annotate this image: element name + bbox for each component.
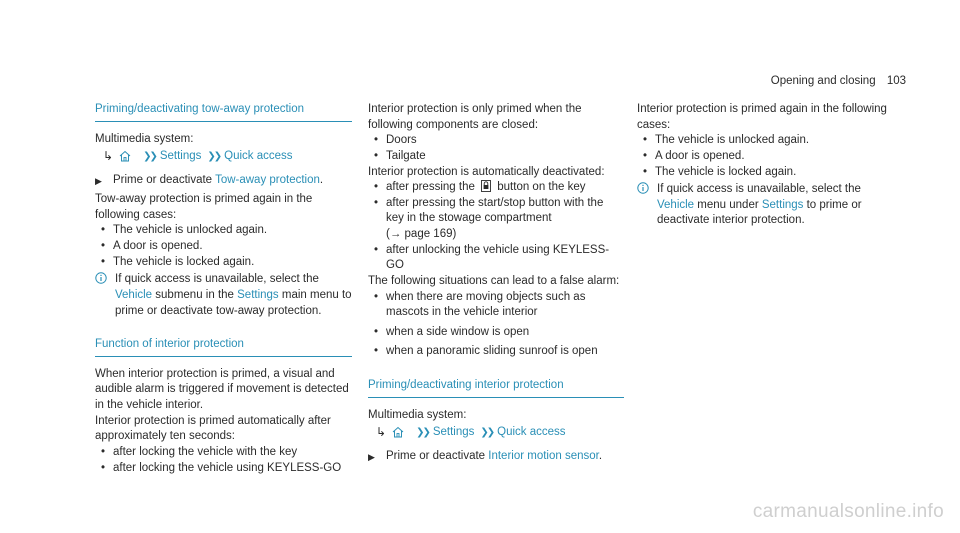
list-item: • Tailgate xyxy=(368,149,624,165)
triangle-bullet-icon: ▶ xyxy=(95,175,102,186)
list-item xyxy=(368,180,624,196)
section-title-interior-function: Function of interior protection xyxy=(95,337,352,357)
bullet-list xyxy=(368,180,624,274)
info-icon xyxy=(95,272,115,319)
menu-intro: Multimedia system: xyxy=(95,132,194,145)
bullet-list xyxy=(368,133,624,164)
list-item-text: after pressing the start/stop button with the key in the stowage compartment xyxy=(386,196,604,225)
menu-intro: Multimedia system: xyxy=(368,408,467,421)
step-text-pre: Prime or deactivate xyxy=(113,173,216,186)
paragraph: The following situations can lead to a false alarm: xyxy=(368,274,620,287)
list-item: • The vehicle is locked again. xyxy=(95,255,352,271)
note-text-a: If quick access is unavailable, select the xyxy=(115,273,319,286)
double-chevron-icon: ❯❯ xyxy=(207,150,221,162)
section-title-interior-priming: Priming/deactivating interior protection xyxy=(368,378,624,398)
list-item: • A door is opened. xyxy=(95,239,352,255)
tow-away-protection-link[interactable]: Tow-away protection xyxy=(215,173,320,186)
info-icon xyxy=(637,182,657,229)
menu-settings-link[interactable]: Settings xyxy=(159,149,202,162)
settings-menu-link[interactable]: Settings xyxy=(761,198,804,211)
list-item: • after unlocking the vehicle using KEYLESS-GO xyxy=(368,243,624,274)
double-chevron-icon: ❯❯ xyxy=(143,150,156,162)
menu-quick-access-link[interactable]: Quick access xyxy=(224,149,293,162)
triangle-bullet-icon: ▶ xyxy=(368,451,375,462)
page-reference[interactable]: (→ page 169) xyxy=(386,228,457,240)
section-title-tow-away: Priming/deactivating tow-away protection xyxy=(95,102,352,122)
chapter-title: Opening and closing xyxy=(770,75,876,87)
list-item-text-post: button on the key xyxy=(494,181,586,194)
list-item: • after locking the vehicle with the key xyxy=(95,445,352,461)
note-text xyxy=(657,182,899,229)
action-step xyxy=(368,449,624,465)
note-text-a: If quick access is unavailable, select the xyxy=(657,183,861,196)
menu-settings-link[interactable]: Settings xyxy=(432,425,475,438)
page-number: 103 xyxy=(886,75,906,87)
bullet-list xyxy=(368,290,624,361)
vehicle-menu-link[interactable]: Vehicle xyxy=(657,198,695,211)
list-item: • The vehicle is unlocked again. xyxy=(95,223,352,239)
list-item: • A door is opened. xyxy=(637,149,899,165)
paragraph: Tow-away protection is primed again in the following cases: xyxy=(95,193,313,221)
nav-arrow-icon: ↳ xyxy=(376,425,387,440)
info-note xyxy=(637,182,899,229)
note-text xyxy=(115,272,352,319)
step-text-post: . xyxy=(598,449,603,462)
list-item: • The vehicle is unlocked again. xyxy=(637,133,899,149)
list-item: • when a side window is open xyxy=(368,325,624,341)
paragraph: Interior protection is automatically deactivated: xyxy=(368,165,605,178)
home-icon xyxy=(392,426,404,438)
double-chevron-icon: ❯❯ xyxy=(480,426,494,438)
interior-motion-sensor-link[interactable]: Interior motion sensor xyxy=(488,449,599,462)
paragraph: Interior protection is primed again in the following cases: xyxy=(637,103,887,131)
bullet-list xyxy=(95,223,352,270)
bullet-list xyxy=(637,133,899,180)
list-item: • after locking the vehicle using KEYLESS-GO xyxy=(95,461,352,477)
note-text-b: menu under xyxy=(694,198,762,211)
step-text-post: . xyxy=(319,173,324,186)
menu-path xyxy=(95,148,352,164)
settings-menu-link[interactable]: Settings xyxy=(237,288,279,301)
menu-path xyxy=(368,424,624,440)
note-text-b: submenu in the xyxy=(152,288,238,301)
bullet-list xyxy=(95,445,352,476)
lock-key-icon xyxy=(481,180,491,192)
step-text-pre: Prime or deactivate xyxy=(386,449,489,462)
double-chevron-icon: ❯❯ xyxy=(416,426,429,438)
step-text xyxy=(113,173,323,189)
list-item: • The vehicle is locked again. xyxy=(637,165,899,181)
menu-quick-access-link[interactable]: Quick access xyxy=(497,425,566,438)
info-note xyxy=(95,272,352,319)
paragraph: When interior protection is primed, a visual and audible alarm is triggered if movement is detected in the vehicle interior. xyxy=(95,367,349,412)
page-header xyxy=(771,74,906,90)
note-text-c: to prime or deactivate interior protection. xyxy=(657,198,862,227)
column-left xyxy=(95,102,352,476)
paragraph: Interior protection is primed automatically after approximately ten seconds: xyxy=(95,414,331,443)
column-right xyxy=(637,102,899,229)
action-step xyxy=(95,173,352,189)
note-text-c: main menu to prime or deactivate tow-away protection. xyxy=(115,288,352,317)
paragraph: Interior protection is only primed when the following components are closed: xyxy=(368,103,582,131)
vehicle-submenu-link[interactable]: Vehicle xyxy=(115,288,153,301)
list-item: • Doors xyxy=(368,133,624,149)
nav-arrow-icon: ↳ xyxy=(103,149,114,164)
list-item: • when a panoramic sliding sunroof is open xyxy=(368,344,624,360)
watermark: carmanualsonline.info xyxy=(752,501,944,523)
list-item xyxy=(368,196,624,243)
step-text xyxy=(386,449,602,465)
list-item-text-pre: after pressing the xyxy=(386,181,479,194)
column-middle xyxy=(368,102,624,464)
home-icon xyxy=(119,150,131,162)
list-item: • when there are moving objects such as mascots in the vehicle interior xyxy=(368,290,624,321)
